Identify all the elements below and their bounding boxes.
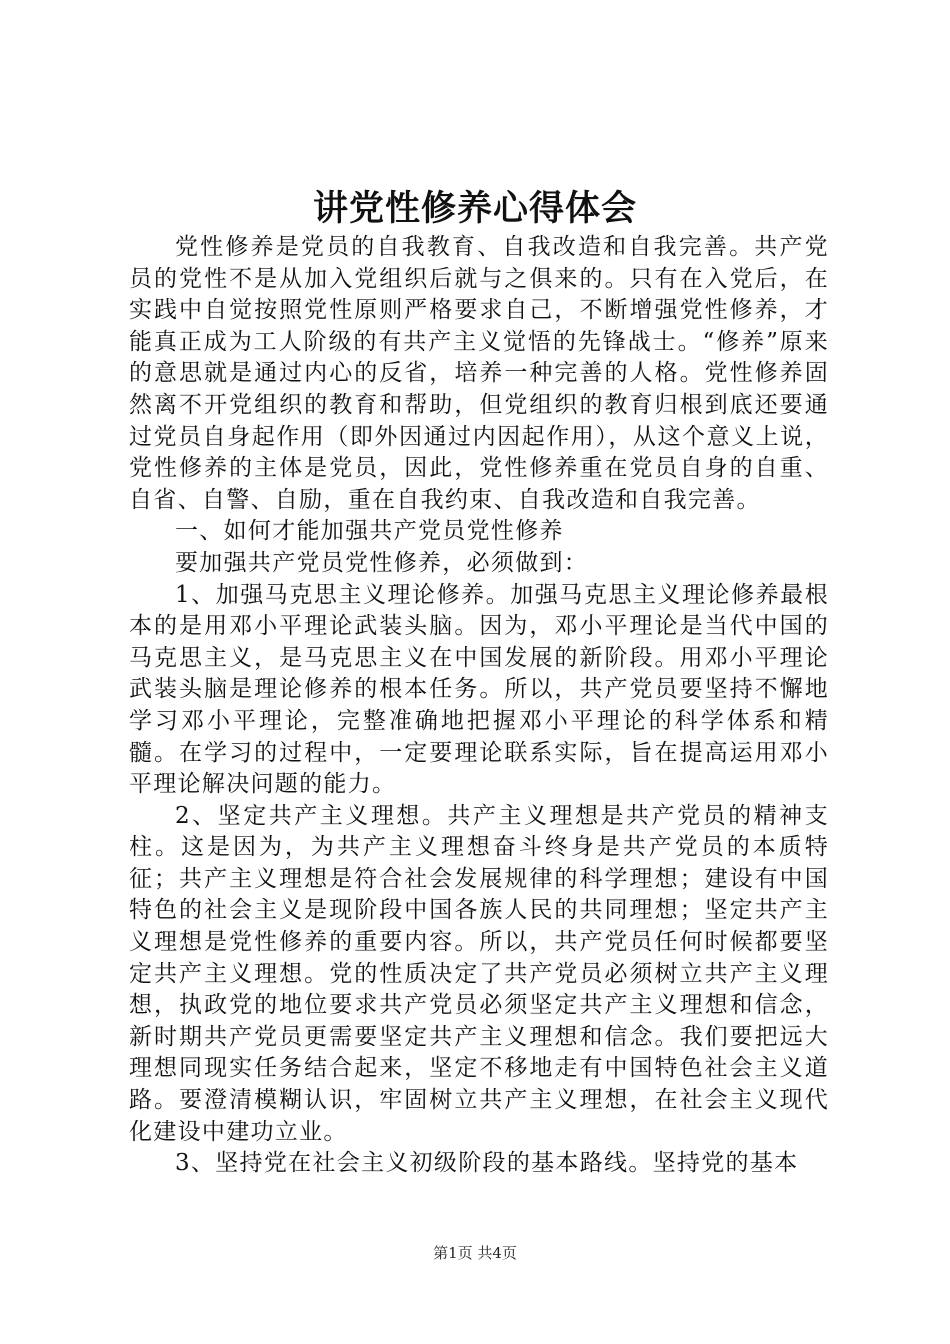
paragraph-intro: 党性修养是党员的自我教育、自我改造和自我完善。共产党员的党性不是从加入党组织后就与之俱来的。只有在入党后，在实践中自觉按照党性原则严格要求自己，不断增强党性修养，才能真正成为工人阶级的有共产主义觉悟的先锋战士。“修养”原来的意思就是通过内心的反省，培养一种完善的人格。党性修养固然离不开党组织的教育和帮助，但党组织的教育归根到底还要通过党员自身起作用（即外因通过内因起作用），从这个意义上说，党性修养的主体是党员，因此，党性修养重在党员自身的自重、自省、自警、自励，重在自我约束、自我改造和自我完善。 bbox=[129, 234, 829, 513]
document-body bbox=[129, 232, 829, 1180]
paragraph-section-heading: 一、如何才能加强共产党员党性修养 bbox=[175, 518, 564, 545]
paragraph-requirement: 要加强共产党员党性修养，必须做到： bbox=[175, 549, 589, 576]
paragraph-point-3: 3、坚持党在社会主义初级阶段的基本路线。坚持党的基本 bbox=[175, 1150, 799, 1177]
paragraph-point-1: 1、加强马克思主义理论修养。加强马克思主义理论修养最根本的是用邓小平理论武装头脑。因为，邓小平理论是当代中国的马克思主义，是马克思主义在中国发展的新阶段。用邓小平理论武装头脑是理论修养的根本任务。所以，共产党员要坚持不懈地学习邓小平理论，完整准确地把握邓小平理论的科学体系和精髓。在学习的过程中，一定要理论联系实际，旨在提高运用邓小平理论解决问题的能力。 bbox=[129, 581, 829, 798]
document-title: 讲党性修养心得体会 bbox=[312, 188, 637, 229]
paragraph-point-2: 2、坚定共产主义理想。共产主义理想是共产党员的精神支柱。这是因为，为共产主义理想奋斗终身是共产党员的本质特征；共产主义理想是符合社会发展规律的科学理想；建设有中国特色的社会主义是现阶段中国各族人民的共同理想；坚定共产主义理想是党性修养的重要内容。所以，共产党员任何时候都要坚定共产主义理想。党的性质决定了共产党员必须树立共产主义理想，执政党的地位要求共产党员必须坚定共产主义理想和信念，新时期共产党员更需要坚定共产主义理想和信念。我们要把远大理想同现实任务结合起来，坚定不移地走有中国特色社会主义道路。要澄清模糊认识，牢固树立共产主义理想，在社会主义现代化建设中建功立业。 bbox=[129, 802, 829, 1145]
page-number-footer: 第1页 共4页 bbox=[433, 1244, 517, 1262]
